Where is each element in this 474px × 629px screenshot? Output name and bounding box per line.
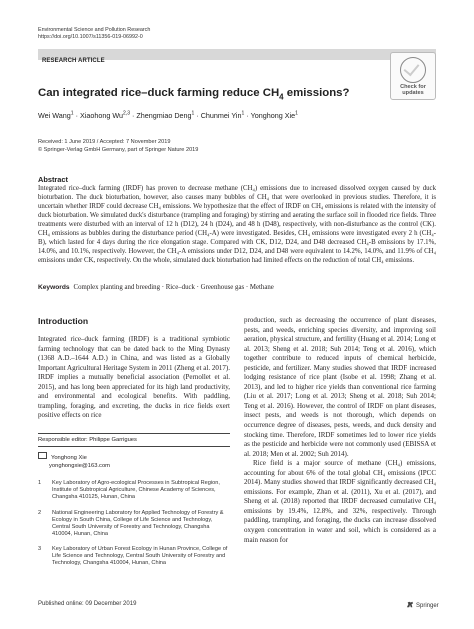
abstract-text: Integrated rice–duck farming (IRDF) has proven to decrease methane (CH₄) emissions due to increased dissolved oxygen caused by duck bioturbation. The duck bioturbation, however, also causes many bubbles of CH₄ that were overlooked in previous studies. Therefore, it is uncertain whether IRDF could decrease CH₄ emissions. We hypothesize that the effect of IRDF on CH₄ emissions is related with the intensity of duck bioturbation. We simulated duck's disturbance (trampling and foraging) by stirring and aerating the surface soil in flooded rice fields. Three treatments were disturbed with an interval of 12 h (D12), 24 h (D24), and 48 h (D48), respectively, with non-disturbance as the control (CK). CH₄ emissions as bubbles during the disturbance period (CH₄-A) were investigated. Besides, CH₄ emissions were investigated every 2 h (CH₄-B), which lasted for 4 days during the rice elongation stage. Compared with CK, D12, D24, and D48 decreased CH₄-B emissions by 17.1%, 14.0%, and 10.1%, respectively. However, the CH₄-A emissions under D12, D24, and D48 were equivalent to 14.2%, 14.0%, and 11.9% of CH₄ emissions under CK, respectively. On the whole, simulated duck bioturbation had limited effects on the reduction of total CH₄ emissions. [38, 185, 436, 264]
footnote-divider [38, 433, 230, 434]
author-list: Wei Wang$^1$ · Xiaohong Wu$^{2,3}$ · Zhengmiao Deng$^1$ · Chunmei Yin$^1$ · Yonghong Xie$^1$ [38, 110, 298, 120]
title-text-end: emissions? [283, 87, 350, 99]
publisher-mark [406, 601, 439, 609]
intro-column-left [38, 335, 230, 421]
affiliation-text: Key Laboratory of Agro-ecological Processes in Subtropical Region, Institute of Subtropical Agriculture, Chinese Academy of Sciences, Changsha 410125, Hunan, China [52, 480, 220, 501]
responsible-editor: Responsible editor: Philippe Garrigues [38, 437, 137, 443]
envelope-icon [38, 452, 47, 459]
corresponding-name: Yonghong Xie [51, 455, 87, 461]
article-title [38, 86, 349, 100]
affiliation-number: 2 [38, 510, 42, 516]
published-online: Published online: 09 December 2019 [38, 601, 137, 607]
check-for-updates-badge[interactable] [390, 52, 436, 100]
keywords-section [38, 283, 436, 292]
keywords-text: Complex planting and breeding · Rice–duck · Greenhouse gas · Methane [73, 284, 274, 291]
journal-name: Environmental Science and Pollution Research [38, 27, 151, 33]
footnote-divider [38, 446, 230, 447]
corresponding-email[interactable]: yonghongxie@163.com [49, 462, 110, 469]
intro-column-right [244, 316, 436, 545]
title-subscript: 4 [279, 92, 284, 102]
affiliation-text: Key Laboratory of Urban Forest Ecology in Hunan Province, College of Life Science and Technology, Central South University of Forestry and Technology, Changsha 410004, Hunan, China [52, 546, 228, 567]
article-dates [38, 139, 198, 154]
received-accepted: Received: 1 June 2019 / Accepted: 7 November 2019 [38, 139, 171, 145]
check-updates-icon [400, 57, 426, 83]
corresponding-author [38, 452, 110, 470]
author-name[interactable]: Yonghong Xie [250, 111, 296, 120]
abstract-section [38, 175, 436, 265]
intro-paragraph: production, such as decreasing the occurrence of plant diseases, pests, and weeds, enriching species diversity, and improving soil aeration, physical structure, and fertility (Huang et al. 2014; Long et al. 2013; Sheng et al. 2018; Suh 2014; Teng et al. 2016), which together contribute to reduced inputs of chemical herbicide, pesticide, and fertilizer. Many studies showed that IRDF increased lodging resistance of rice plant (Isobe et al. 1998; Zhang et al. 2013), and led to higher rice yields than conventional rice farming (Liu et al. 2017; Long et al. 2013; Sheng et al. 2018; Suh 2014; Teng et al. 2016). However, the control of IRDF on plant diseases, insect pests, and weeds is not thorough, which depends on occurrence degree of diseases, pests, weeds, and duck density and stocking time. Therefore, IRDF sometimes led to lower rice yields as the pesticide and herbicide were not commonly used (EBISSA et al. 2018; Men et al. 2002; Suh 2014). [244, 316, 436, 458]
affiliation [38, 546, 230, 567]
introduction-heading: Introduction [38, 316, 89, 326]
author-name[interactable]: Chunmei Yin [200, 111, 242, 120]
intro-paragraph: Integrated rice–duck farming (IRDF) is a traditional symbiotic farming technology that can be dated back to the Ming Dynasty (1368 A.D.–1644 A.D.) in China, and was listed as a Globally Important Agricultural Heritage System in 2011 (Zheng et al. 2017). IRDF implies a mutually beneficial association (Pernollet et al. 2015), and has long been appreciated for its high land productivity, and environmental and ecological benefits. With paddling, trampling, foraging, and excreting, the ducks in rice fields exert positive effects on rice [38, 335, 230, 420]
doi-link[interactable]: https://doi.org/10.1007/s11356-019-06992-0 [38, 34, 143, 40]
springer-horse-icon [406, 601, 414, 608]
article-type-bar [38, 49, 436, 64]
publisher-name: Springer [416, 603, 439, 609]
badge-line1: Check for [400, 84, 426, 90]
title-text: Can integrated rice–duck farming reduce CH [38, 87, 280, 99]
author-name[interactable]: Xiaohong Wu [79, 111, 123, 120]
article-type-label: RESEARCH ARTICLE [42, 58, 105, 64]
affiliation-number: 3 [38, 546, 42, 552]
affiliation [38, 480, 230, 501]
copyright-line: © Springer-Verlag GmbH Germany, part of Springer Nature 2019 [38, 146, 199, 153]
badge-line2: updates [402, 90, 424, 97]
keywords-label: Keywords [38, 284, 70, 291]
intro-paragraph: Rice field is a major source of methane (CH₄) emissions, accounting for about 6% of the total global CH₄ emissions (IPCC 2014). Many studies showed that IRDF significantly decreased CH₄ emissions. For example, Zhan et al. (2011), Xu et al. (2017), and Sheng et al. (2018) reported that IRDF decreased cumulative CH₄ emissions by 19.4%, 12.8%, and 32%, respectively. Through paddling, trampling, and foraging, the ducks can increase dissolved oxygen concentration in water and soil, which is considered as a main reason for [244, 459, 436, 544]
affiliation-number: 1 [38, 480, 42, 486]
affiliation-text: National Engineering Laboratory for Applied Technology of Forestry & Ecology in South China, College of Life Science and Technology, Central South University of Forestry and Technology, Changsha 410004, Hunan, China [52, 510, 224, 538]
author-name[interactable]: Zhengmiao Deng [136, 111, 192, 120]
author-name[interactable]: Wei Wang [38, 111, 71, 120]
abstract-heading: Abstract [38, 175, 68, 184]
affiliation [38, 510, 230, 538]
